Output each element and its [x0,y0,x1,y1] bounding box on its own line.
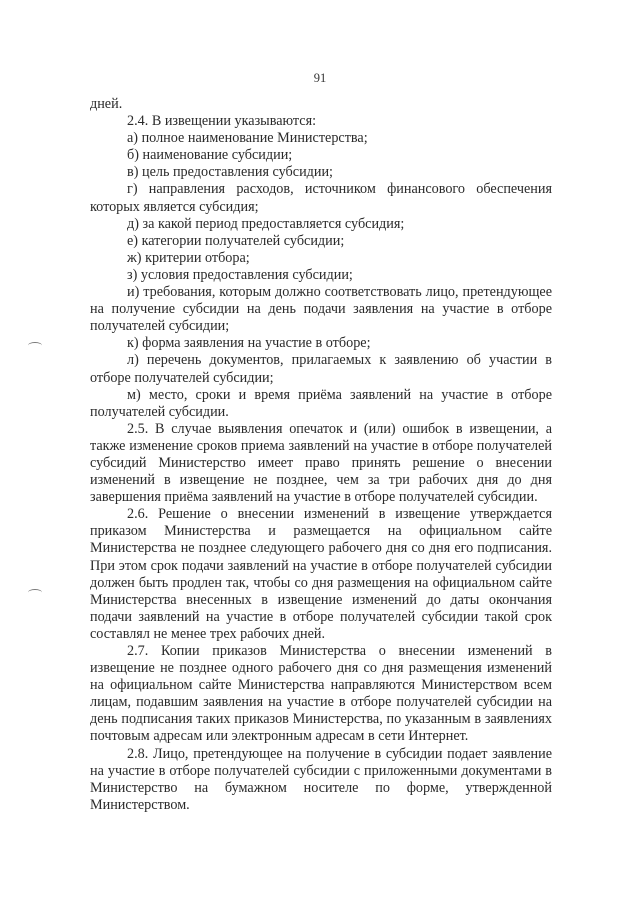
page-number: 91 [313,71,327,85]
paragraph-2-5: 2.5. В случае выявления опечаток и (или) ошибок в извещении, а также изменение сроков приема заявлений на участие в отборе получателей субсидий Министерство имеет право принять решение о внесении изменений в извещение не позднее, чем за три рабочих дня до дня завершения приёма заявлений на участие в отборе получателей субсидии. [90,420,552,506]
list-item-i: и) требования, которым должно соответствовать лицо, претендующее на получение субсидии на день подачи заявления на участие в отборе получателей субсидии; [90,284,552,335]
list-item-g: г) направления расходов, источником финансового обеспечения которых является субсидия; [90,181,552,215]
list-item-l: л) перечень документов, прилагаемых к заявлению об участии в отборе получателей субсидии; [90,352,552,386]
document-body [90,96,552,814]
list-item-b: б) наименование субсидии; [127,147,293,164]
list-item-e: е) категории получателей субсидии; [127,232,345,249]
list-item-m: м) место, сроки и время приёма заявлений на участие в отборе получателей субсидии. [90,386,552,420]
list-item-zh: ж) критерии отбора; [127,249,250,266]
list-item-z: з) условия предоставления субсидии; [127,266,353,283]
paragraph-2-8: 2.8. Лицо, претендующее на получение в субсидии подает заявление на участие в отборе получателей субсидии с приложенными документами в Министерство на бумажном носителе по форме, утвержденной Министерством. [90,745,552,813]
paragraph-2-7: 2.7. Копии приказов Министерства о внесении изменений в извещение не позднее одного рабочего дня со дня размещения изменений на официальном сайте Министерства направляются Министерством всем лицам, подавшим заявления на участие в отборе получателей субсидии на день подписания таких приказов Министерства, по указанным в заявлениях почтовым адресам или электронным адресам в сети Интернет. [90,643,552,745]
paragraph-2-6: 2.6. Решение о внесении изменений в извещение утверждается приказом Министерства и размещается на официальном сайте Министерства не позднее следующего рабочего дня со дня его подписания. При этом срок подачи заявлений на участие в отборе получателей субсидии должен быть продлен так, чтобы со дня размещения на официальном сайте Министерства внесенных в извещение изменений до даты окончания подачи заявлений на участие в отборе получателей субсидии такой срок составлял не менее трех рабочих дней. [90,506,552,642]
list-item-v: в) цель предоставления субсидии; [127,164,334,181]
section-heading-2-4: 2.4. В извещении указываются: [127,113,317,130]
scan-mark [28,589,42,596]
paragraph-continuation: дней. [90,96,123,112]
list-item-d: д) за какой период предоставляется субсидия; [127,215,405,232]
scan-mark [28,342,42,349]
list-item-k: к) форма заявления на участие в отборе; [127,335,371,352]
list-item-a: а) полное наименование Министерства; [127,130,368,147]
